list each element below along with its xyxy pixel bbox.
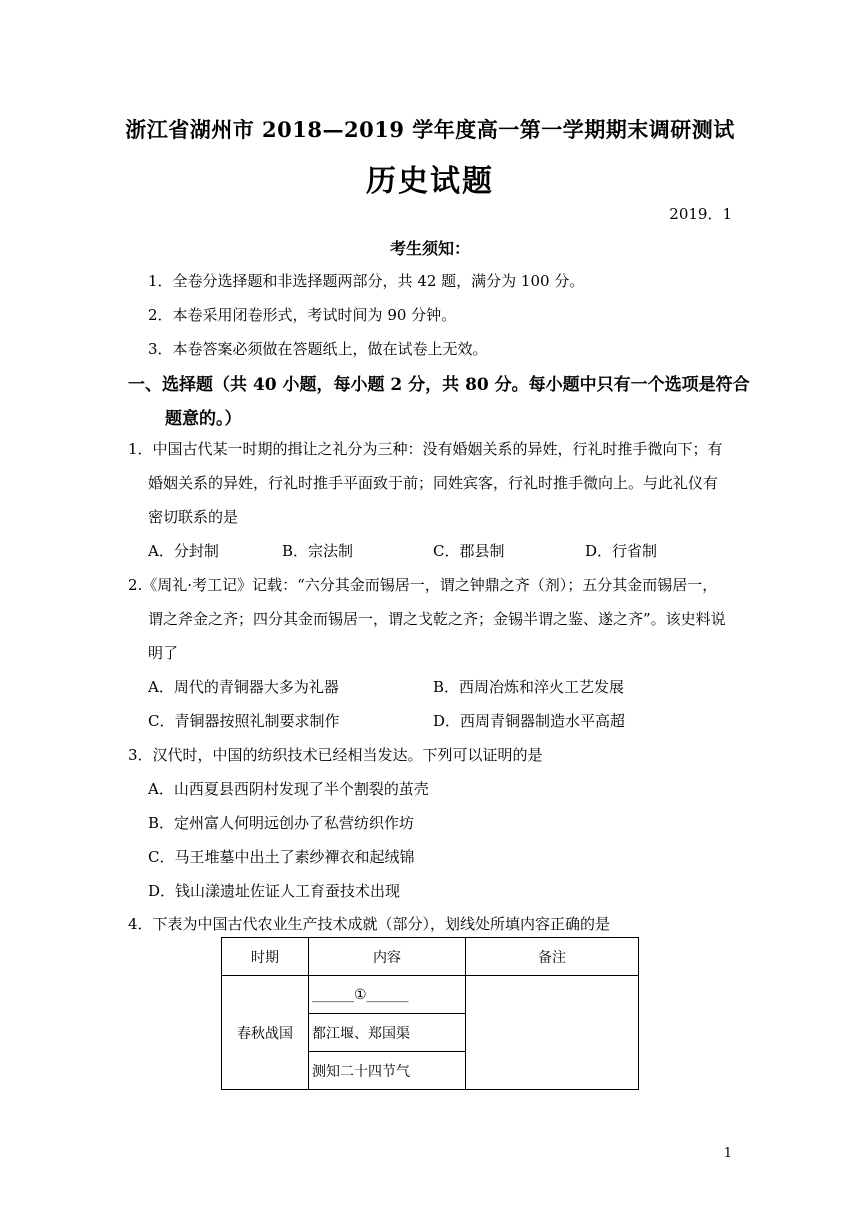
notice-item: 1．全卷分选择题和非选择题两部分，共 42 题，满分为 100 分。 <box>148 272 585 290</box>
question-3-option-b: B．定州富人何明远创办了私营纺织作坊 <box>148 814 415 832</box>
question-2-option-b: B．西周冶炼和淬火工艺发展 <box>433 678 625 696</box>
table-cell-remarks <box>466 976 639 1090</box>
notice-heading: 考生须知： <box>389 239 470 258</box>
section-heading-cont: 题意的。） <box>165 409 242 429</box>
question-3-option-d: D．钱山漾遗址佐证人工育蚕技术出现 <box>148 882 401 900</box>
question-2-option-d: D．西周青铜器制造水平高超 <box>433 712 626 730</box>
table-header-content: 内容 <box>309 938 466 976</box>
table-cell-content: 测知二十四节气 <box>309 1052 466 1090</box>
exam-title: 浙江省湖州市 2018—2019 学年度高一第一学期期末调研测试 <box>125 117 735 142</box>
question-2-line: 谓之斧金之齐；四分其金而锡居一，谓之戈乾之齐；金锡半谓之鉴、遂之齐”。该史料说 <box>148 610 726 628</box>
notice-item: 2．本卷采用闭卷形式，考试时间为 90 分钟。 <box>148 306 457 324</box>
table-cell-period: 春秋战国 <box>222 976 309 1090</box>
question-1-line: 婚姻关系的异姓，行礼时推手平面致于前；同姓宾客，行礼时推手微向上。与此礼仪有 <box>148 474 719 492</box>
page-number: 1 <box>723 1146 732 1161</box>
question-3-option-a: A．山西夏县西阴村发现了半个割裂的茧壳 <box>148 780 429 798</box>
question-2-line: 2.《周礼·考工记》记载：“六分其金而锡居一，谓之钟鼎之齐（剂）；五分其金而锡居一， <box>128 576 718 594</box>
question-2-option-c: C．青铜器按照礼制要求制作 <box>148 712 340 730</box>
agriculture-table <box>221 937 639 1090</box>
question-1-line: 1．中国古代某一时期的揖让之礼分为三种：没有婚姻关系的异姓，行礼时推手微向下；有 <box>128 440 723 458</box>
table-cell-blank-1: ______①______ <box>309 976 466 1014</box>
table-cell-content: 都江堰、郑国渠 <box>309 1014 466 1052</box>
question-4-stem: 4．下表为中国古代农业生产技术成就（部分），划线处所填内容正确的是 <box>128 915 611 933</box>
question-3-stem: 3．汉代时，中国的纺织技术已经相当发达。下列可以证明的是 <box>128 746 543 764</box>
section-heading: 一、选择题（共 40 小题，每小题 2 分，共 80 分。每小题中只有一个选项是符合 <box>128 375 750 395</box>
notice-item: 3．本卷答案必须做在答题纸上，做在试卷上无效。 <box>148 340 488 358</box>
question-1-option-c: C．郡县制 <box>433 542 505 560</box>
question-1-option-b: B．宗法制 <box>282 542 354 560</box>
question-2-option-a: A．周代的青铜器大多为礼器 <box>148 678 339 696</box>
question-3-option-c: C．马王堆墓中出土了素纱襌衣和起绒锦 <box>148 848 415 866</box>
question-1-option-d: D．行省制 <box>585 542 658 560</box>
question-2-line: 明了 <box>148 644 179 662</box>
table-header-period: 时期 <box>222 938 309 976</box>
exam-subject-title: 历史试题 <box>366 164 494 199</box>
question-1-option-a: A．分封制 <box>148 542 219 560</box>
table-header-remarks: 备注 <box>466 938 639 976</box>
question-1-line: 密切联系的是 <box>148 508 239 526</box>
exam-date: 2019．1 <box>669 205 732 223</box>
